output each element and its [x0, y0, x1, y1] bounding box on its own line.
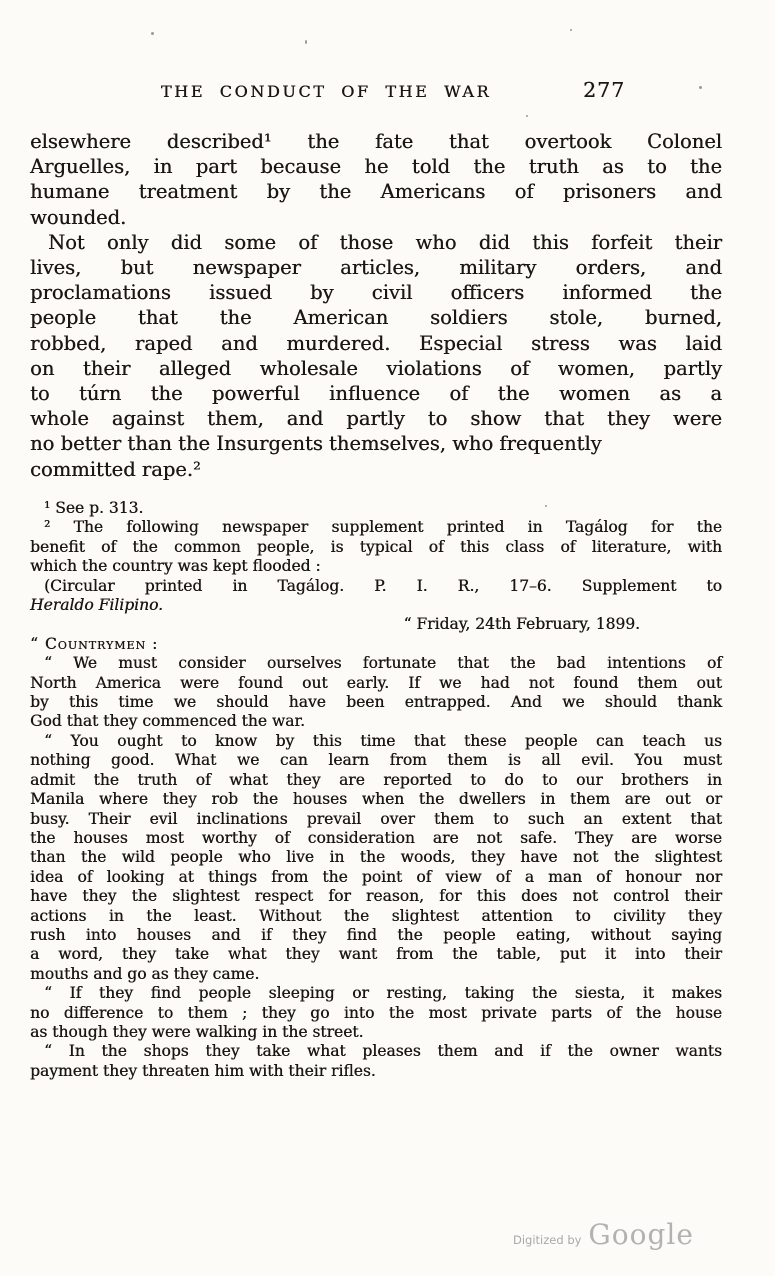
text-line: robbed, raped and murdered. Especial stress was laid: [30, 331, 722, 355]
running-head: THE CONDUCT OF THE WAR: [160, 82, 492, 101]
text-line: busy. Their evil inclinations prevail over them to such an extent that: [30, 809, 722, 828]
text-line: “ Friday, 24th February, 1899.: [403, 615, 640, 634]
text-line: whole against them, and partly to show that they were: [30, 407, 722, 431]
scan-speck: [526, 115, 528, 117]
text-line: no better than the Insurgents themselves, who frequently: [30, 432, 602, 456]
circular-quote-paragraph-2: [30, 732, 722, 984]
text-line: the houses most worthy of consideration are not safe. They are worse: [30, 828, 722, 847]
text-line: which the country was kept flooded :: [30, 557, 321, 576]
circular-quote-paragraph-4: [30, 1042, 722, 1081]
text-line: ² The following newspaper supplement printed in Tagálog for the: [44, 518, 722, 537]
circular-quote-paragraph-3: [30, 984, 722, 1042]
text-line: humane treatment by the Americans of prisoners and: [30, 180, 722, 204]
scan-speck: [305, 40, 307, 44]
text-line: mouths and go as they came.: [30, 964, 260, 983]
footnotes-block: [30, 499, 722, 1081]
text-line: Manila where they rob the houses when the dwellers in them are out or: [30, 790, 722, 809]
text-line: Not only did some of those who did this forfeit their: [48, 230, 722, 254]
text-line: nothing good. What we can learn from them is all evil. You must: [30, 751, 722, 770]
scan-speck: [570, 29, 572, 31]
footnote-1: [30, 499, 722, 518]
text-line: idea of looking at things from the point of view of a man of honour nor: [30, 867, 722, 886]
text-line: elsewhere described¹ the fate that overtook Colonel: [30, 130, 722, 153]
text-line: “ In the shops they take what pleases them and if the owner wants: [44, 1042, 722, 1061]
text-line: a word, they take what they want from the table, put it into their: [30, 945, 722, 964]
text-line: proclamations issued by civil officers informed the: [30, 281, 722, 305]
text-line: Arguelles, in part because he told the truth as to the: [30, 155, 722, 179]
text-line: “ If they find people sleeping or resting, taking the siesta, it makes: [44, 984, 722, 1003]
text-line: (Circular printed in Tagálog. P. I. R., 17–6. Supplement to: [44, 576, 722, 595]
main-text-block: [30, 129, 722, 482]
text-line: payment they threaten him with their rifles.: [30, 1061, 376, 1080]
circular-salutation: [30, 635, 722, 654]
text-line: admit the truth of what they are reported to do to our brothers in: [30, 770, 722, 789]
scan-speck: [151, 32, 154, 35]
scan-speck: [545, 505, 547, 507]
footnote-2-circular-citation: [30, 577, 722, 616]
text-line: lives, but newspaper articles, military orders, and: [30, 256, 722, 280]
text-line: “ We must consider ourselves fortunate that the bad intentions of: [44, 654, 722, 673]
digitized-by-google-watermark: [513, 1218, 694, 1251]
footnote-2-intro: [30, 518, 722, 576]
page-header: [30, 80, 722, 104]
text-line: ¹ See p. 313.: [44, 499, 144, 517]
text-line: God that they commenced the war.: [30, 712, 305, 731]
text-line: have they the slightest respect for reason, for this does not control their: [30, 887, 722, 906]
text-line: than the wild people who live in the woods, they have not the slightest: [30, 848, 722, 867]
text-line: North America were found out early. If we had not found them out: [30, 673, 722, 692]
text-line: as though they were walking in the street.: [30, 1022, 364, 1041]
paragraph-continuation: [30, 129, 722, 230]
page-number: 277: [583, 78, 626, 102]
text-line: people that the American soldiers stole, burned,: [30, 306, 722, 330]
text-line: actions in the least. Without the slightest attention to civility they: [30, 906, 722, 925]
text-line: rush into houses and if they find the people eating, without saying: [30, 925, 722, 944]
text-line: benefit of the common people, is typical of this class of literature, with: [30, 537, 722, 556]
text-line: wounded.: [30, 205, 127, 229]
text-line: on their alleged wholesale violations of women, partly: [30, 356, 722, 380]
google-logo: Google: [588, 1218, 694, 1251]
text-line: “ You ought to know by this time that these people can teach us: [44, 731, 722, 750]
text-line: to túrn the powerful influence of the women as a: [30, 382, 722, 406]
circular-dateline: [30, 615, 722, 634]
text-line: Heraldo Filipino.: [30, 596, 163, 615]
paragraph-2: [30, 230, 722, 482]
text-line: committed rape.²: [30, 457, 201, 481]
watermark-prefix: Digitized by: [513, 1233, 582, 1247]
text-line: no difference to them ; they go into the most private parts of the house: [30, 1003, 722, 1022]
scan-speck: [699, 86, 702, 89]
circular-quote-paragraph-1: [30, 654, 722, 732]
text-line: “ Countrymen :: [30, 634, 159, 653]
text-line: by this time we should have been entrapped. And we should thank: [30, 693, 722, 712]
